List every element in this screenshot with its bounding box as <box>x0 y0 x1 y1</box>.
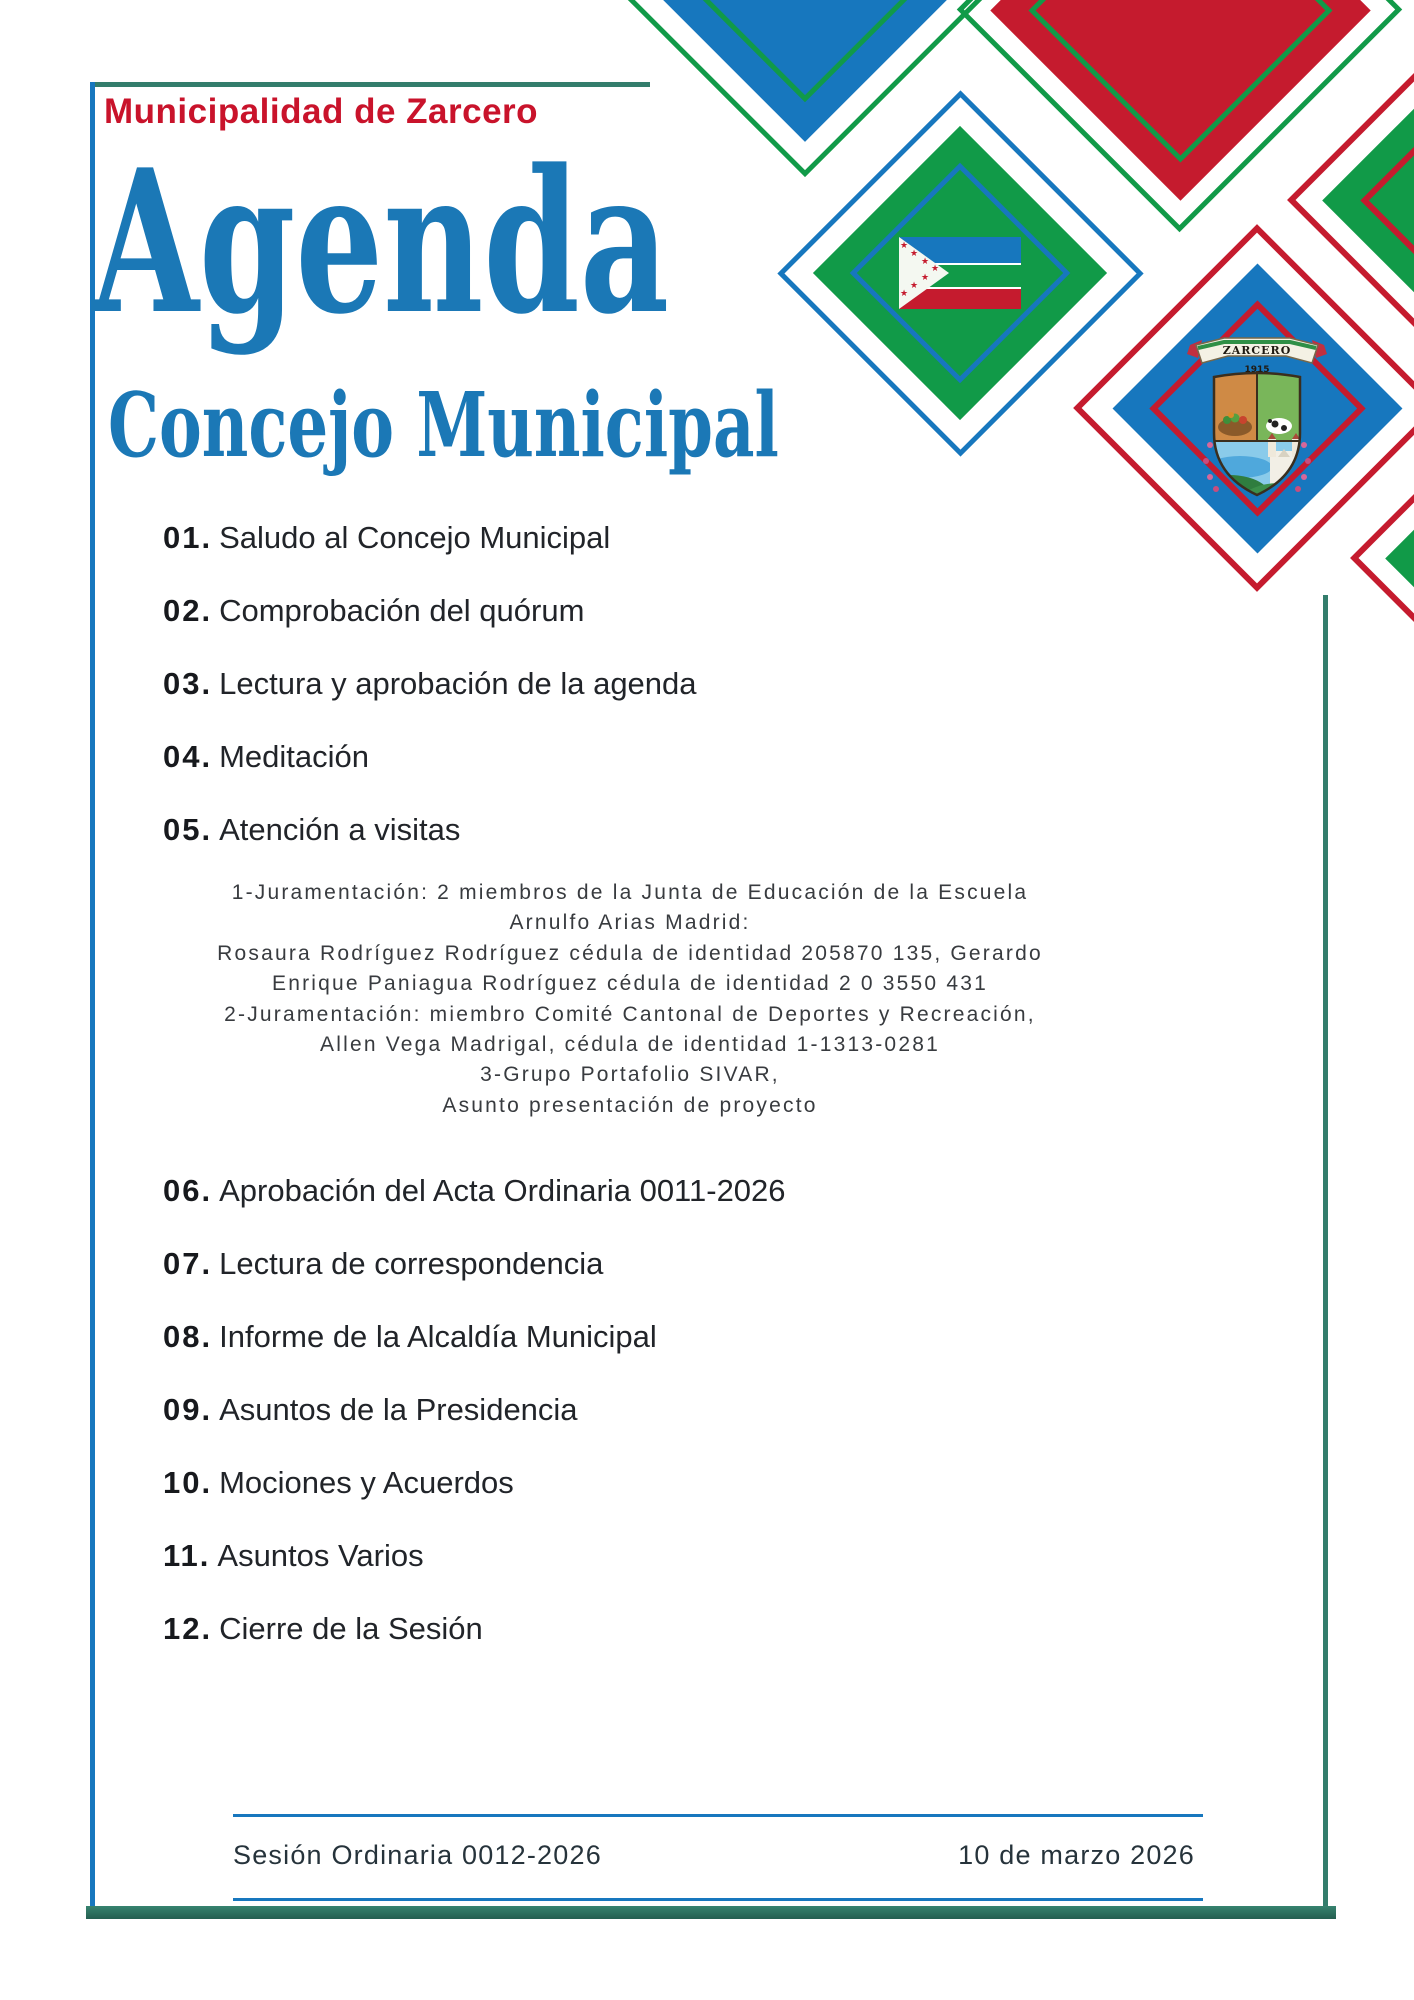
coat-year-text: 1915 <box>1244 365 1270 375</box>
note-line: Arnulfo Arias Madrid: <box>509 911 751 935</box>
item-number: 10. <box>163 1465 213 1500</box>
visits-note <box>140 878 1120 1121</box>
agenda-item <box>163 737 369 777</box>
frame-bottom-border <box>86 1906 1336 1919</box>
item-label: Cierre de la Sesión <box>219 1611 483 1646</box>
zarcero-flag-icon <box>899 237 1021 309</box>
session-date: 10 de marzo 2026 <box>958 1840 1195 1870</box>
item-number: 04. <box>163 739 213 774</box>
page-subtitle: Concejo Municipal <box>108 372 779 477</box>
agenda-item <box>163 1463 514 1503</box>
municipality-title: Municipalidad de Zarcero <box>104 92 539 131</box>
note-line: Allen Vega Madrigal, cédula de identidad 1-1313-0281 <box>320 1033 940 1057</box>
footer-top-rule <box>233 1814 1203 1817</box>
footer <box>233 1838 1195 1872</box>
item-label: Aprobación del Acta Ordinaria 0011-2026 <box>219 1173 786 1208</box>
note-line: Asunto presentación de proyecto <box>442 1093 818 1117</box>
item-number: 03. <box>163 666 213 701</box>
session-label: Sesión Ordinaria 0012-2026 <box>233 1840 602 1870</box>
footer-bottom-rule <box>233 1898 1203 1901</box>
flag-star-icon: ★ <box>931 263 940 273</box>
flag-star-icon: ★ <box>910 248 919 258</box>
agenda-item <box>163 518 610 558</box>
flag-star-icon: ★ <box>900 288 909 298</box>
frame-top-border <box>90 82 650 87</box>
flag-star-icon: ★ <box>910 280 919 290</box>
page-title: Agenda <box>92 127 670 358</box>
agenda-item <box>163 810 460 850</box>
item-number: 07. <box>163 1246 213 1281</box>
item-label: Lectura de correspondencia <box>219 1246 604 1281</box>
item-label: Atención a visitas <box>219 812 461 847</box>
item-number: 01. <box>163 520 213 555</box>
agenda-item <box>163 1317 657 1357</box>
item-number: 12. <box>163 1611 213 1646</box>
agenda-item <box>163 664 697 704</box>
item-label: Asuntos de la Presidencia <box>219 1392 578 1427</box>
agenda-item <box>163 591 584 631</box>
agenda-item <box>163 1390 578 1430</box>
item-number: 06. <box>163 1173 213 1208</box>
flag-star-icon: ★ <box>921 272 930 282</box>
note-line: Rosaura Rodríguez Rodríguez cédula de identidad 205870 135, Gerardo <box>217 941 1043 965</box>
item-label: Saludo al Concejo Municipal <box>219 520 611 555</box>
flag-star-icon: ★ <box>921 256 930 266</box>
diamond-inner-stroke <box>1028 0 1332 163</box>
note-line: 1-Juramentación: 2 miembros de la Junta de Educación de la Escuela <box>231 881 1029 904</box>
item-label: Comprobación del quórum <box>219 593 585 628</box>
agenda-item <box>163 1609 483 1649</box>
frame-right-border <box>1323 595 1328 1919</box>
item-label: Lectura y aprobación de la agenda <box>219 666 697 701</box>
coat-banner-text: ZARCERO <box>1222 344 1292 357</box>
item-label: Informe de la Alcaldía Municipal <box>219 1319 657 1354</box>
item-number: 05. <box>163 812 213 847</box>
item-number: 02. <box>163 593 213 628</box>
note-line: 2-Juramentación: miembro Comité Cantonal de Deportes y Recreación, <box>224 1002 1036 1026</box>
agenda-item <box>163 1171 786 1211</box>
item-number: 08. <box>163 1319 213 1354</box>
item-label: Meditación <box>219 739 370 774</box>
item-label: Mociones y Acuerdos <box>219 1465 514 1500</box>
note-line: Enrique Paniagua Rodríguez cédula de identidad 2 0 3550 431 <box>272 972 988 996</box>
zarcero-coat-of-arms-icon <box>1182 325 1332 515</box>
item-number: 11. <box>163 1538 211 1573</box>
item-label: Asuntos Varios <box>217 1538 424 1573</box>
flag-star-icon: ★ <box>900 240 909 250</box>
note-line: 3-Grupo Portafolio SIVAR, <box>480 1063 780 1087</box>
item-number: 09. <box>163 1392 213 1427</box>
agenda-item <box>163 1536 424 1576</box>
agenda-item <box>163 1244 603 1284</box>
